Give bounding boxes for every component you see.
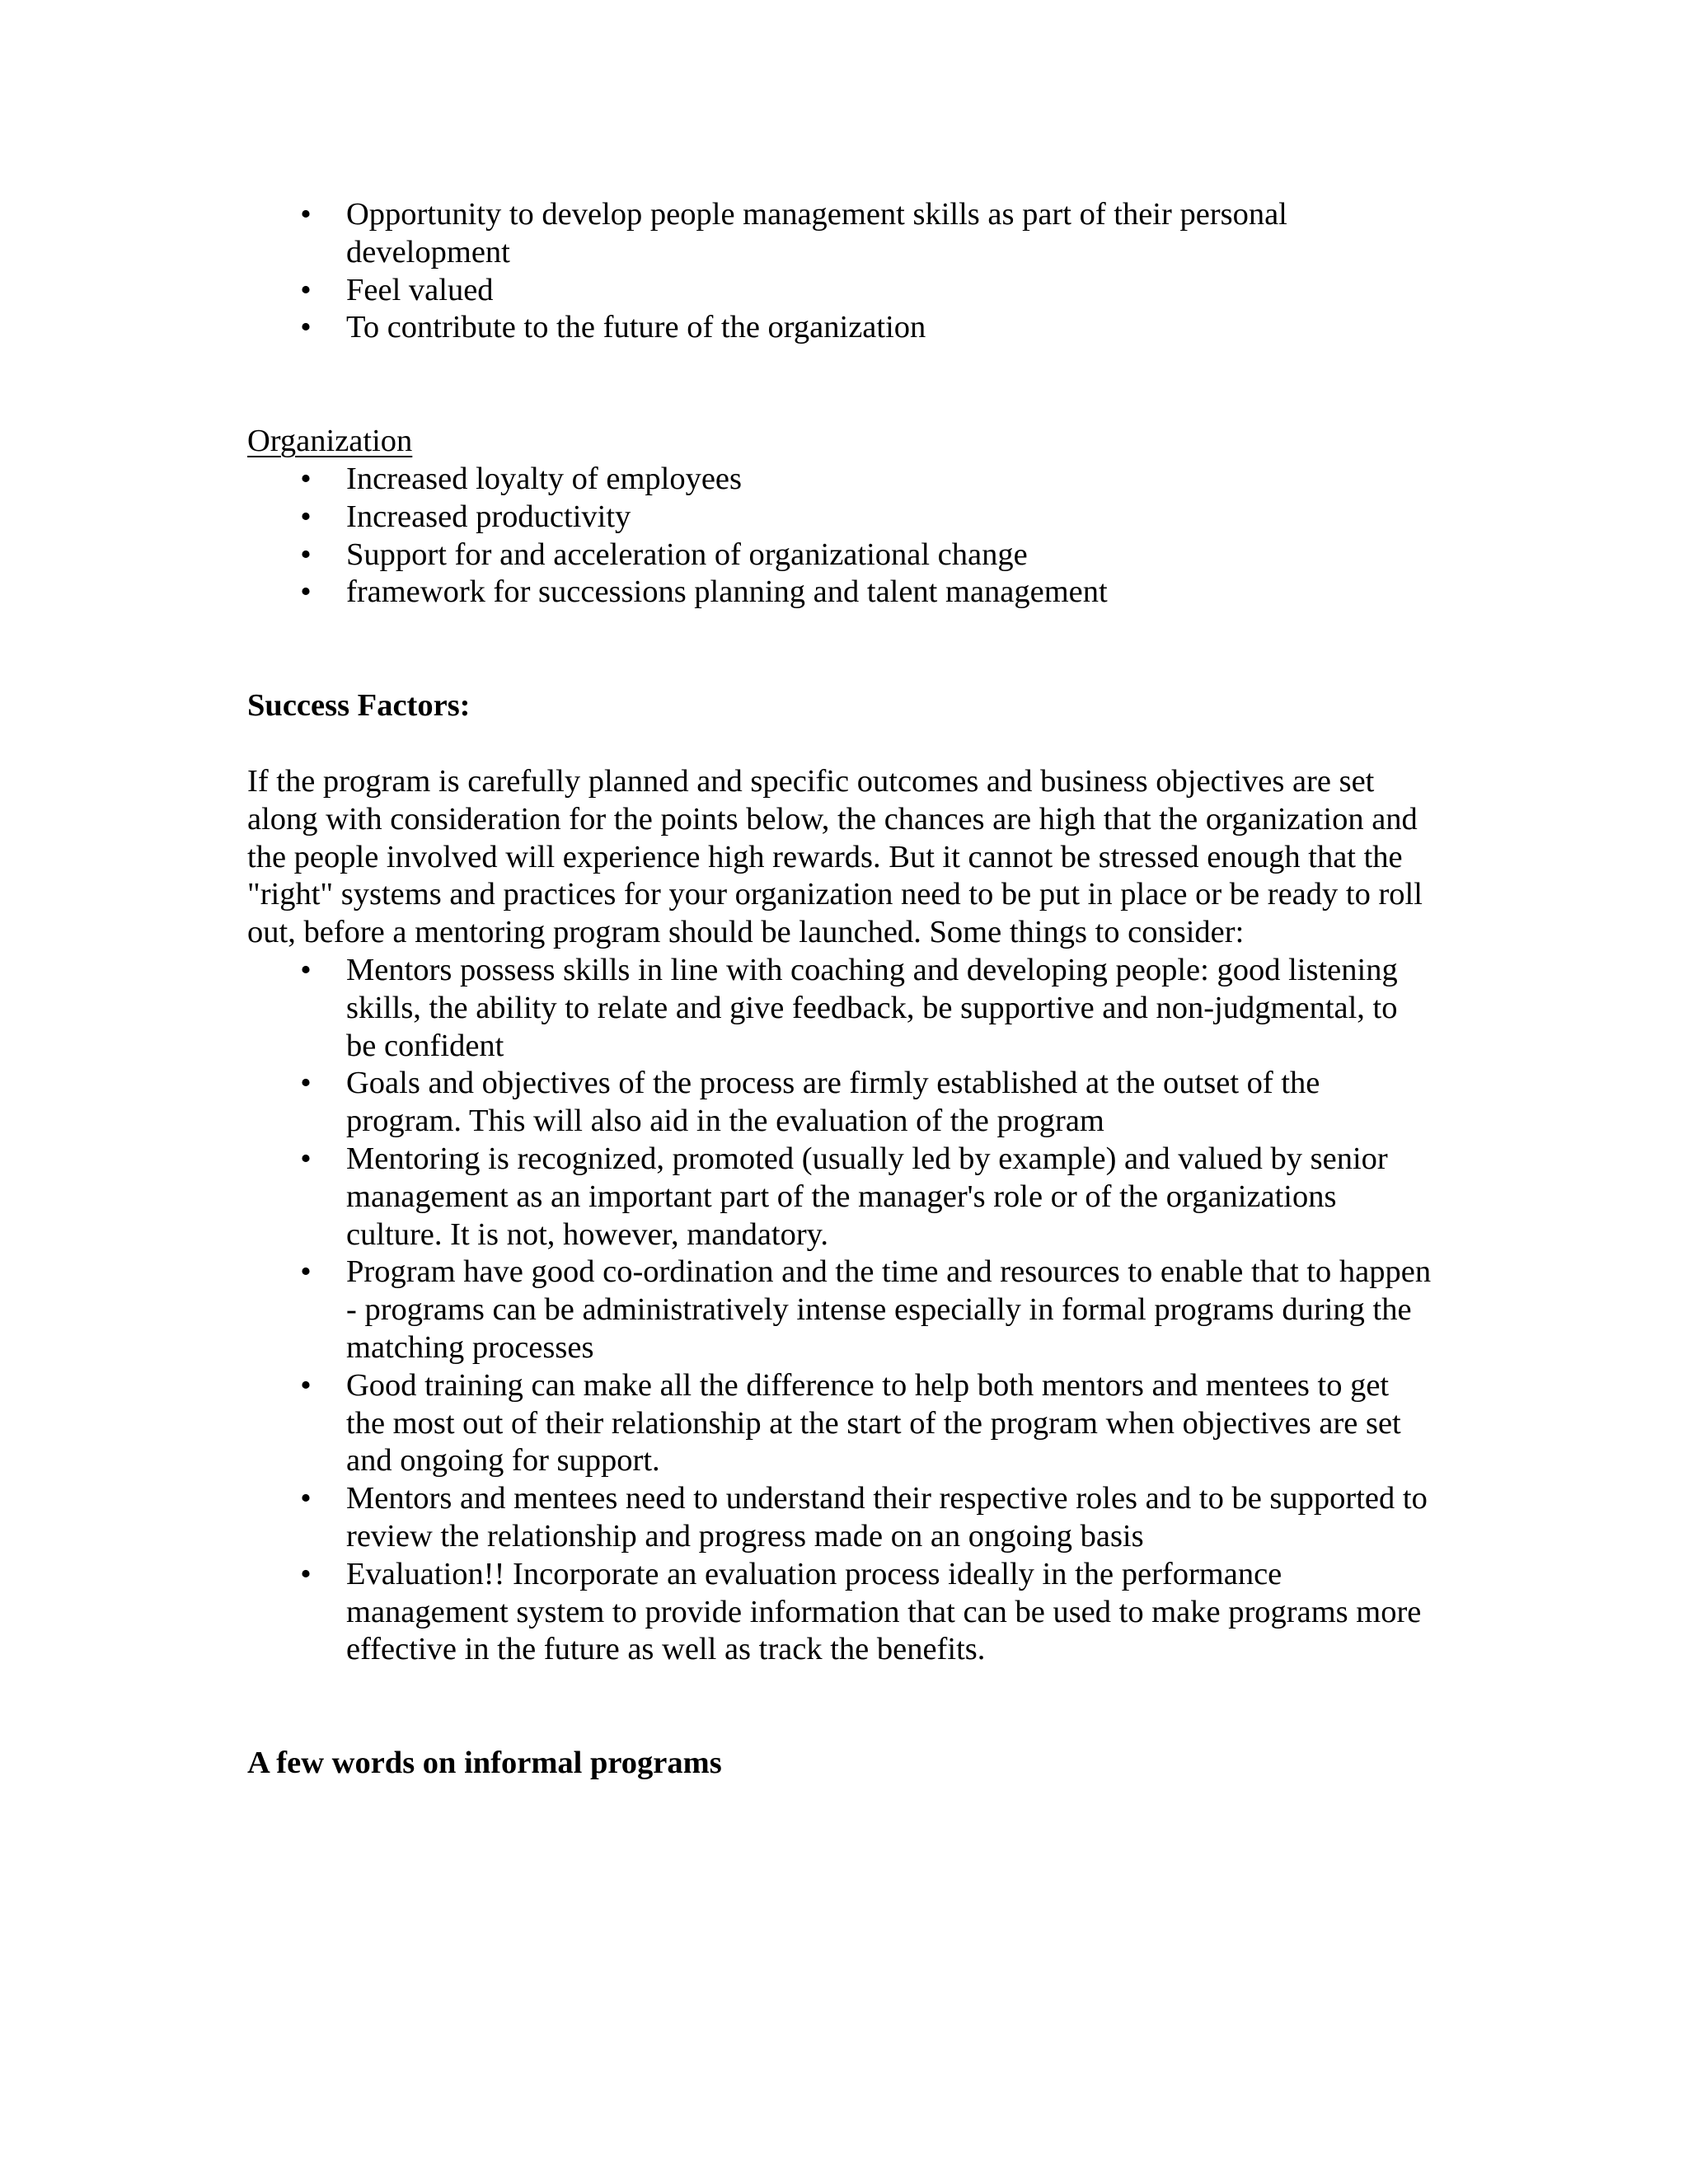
bullet-icon: • <box>300 952 312 987</box>
bullet-icon: • <box>300 1556 312 1591</box>
list-item-text: Opportunity to develop people management skills as part of their personal development <box>346 197 1287 269</box>
organization-heading: Organization <box>247 424 413 459</box>
list-item <box>247 196 1434 272</box>
list-item <box>247 952 1434 1065</box>
list-item <box>247 1254 1434 1366</box>
benefits-list-organization <box>247 461 1451 612</box>
list-item-text: Feel valued <box>346 272 494 307</box>
list-item-text: Increased loyalty of employees <box>346 461 742 496</box>
bullet-icon: • <box>300 1254 312 1290</box>
list-item <box>247 1065 1434 1141</box>
list-item-text: Mentoring is recognized, promoted (usually led by example) and valued by senior management as an important part of the manager's role or of the organizations culture. It is not, however, mandatory. <box>346 1141 1388 1252</box>
bullet-icon: • <box>300 1367 312 1403</box>
success-factors-intro: If the program is carefully planned and specific outcomes and business objectives are set along with consideration for the points below, the chances are high that the organization and the people involved will experience high rewards. But it cannot be stressed enough that the "right" systems and practices for your organization need to be put in place or be ready to roll out, before a mentoring program should be launched. Some things to consider: <box>247 763 1423 950</box>
bullet-icon: • <box>300 574 312 610</box>
list-item-text: Increased productivity <box>346 499 631 534</box>
list-item <box>247 272 1434 310</box>
list-item <box>247 1556 1434 1669</box>
bullet-icon: • <box>300 1481 312 1516</box>
list-item-text: Program have good co-ordination and the time and resources to enable that to happen - programs can be administratively intense especially in formal programs during the matching processes <box>346 1254 1432 1365</box>
list-item-text: Mentors and mentees need to understand their respective roles and to be supported to review the relationship and progress made on an ongoing basis <box>346 1481 1428 1554</box>
list-item-text: Evaluation!! Incorporate an evaluation process ideally in the performance management system to provide information that can be used to make programs more effective in the future as well as track the benefits. <box>346 1556 1422 1667</box>
bullet-icon: • <box>300 272 312 307</box>
list-item <box>247 499 1451 537</box>
list-item <box>247 1141 1434 1254</box>
list-item <box>247 1367 1434 1480</box>
list-item <box>247 537 1451 574</box>
list-item <box>247 574 1451 612</box>
document-page <box>247 196 1451 1783</box>
bullet-icon: • <box>300 537 312 572</box>
list-item <box>247 1480 1434 1556</box>
list-item-text: Support for and acceleration of organizational change <box>346 537 1028 572</box>
bullet-icon: • <box>300 197 312 232</box>
bullet-icon: • <box>300 1141 312 1176</box>
benefits-list-individual <box>247 196 1434 347</box>
bullet-icon: • <box>300 310 312 345</box>
bullet-icon: • <box>300 461 312 496</box>
informal-programs-heading: A few words on informal programs <box>247 1746 722 1781</box>
success-factors-list <box>247 952 1434 1669</box>
list-item <box>247 309 1434 347</box>
success-factors-heading: Success Factors: <box>247 688 471 724</box>
list-item-text: To contribute to the future of the organization <box>346 310 926 345</box>
list-item-text: Good training can make all the difference to help both mentors and mentees to get the most out of their relationship at the start of the program when objectives are set and ongoing for support. <box>346 1367 1401 1479</box>
list-item-text: framework for successions planning and talent management <box>346 574 1108 610</box>
list-item <box>247 461 1451 499</box>
list-item-text: Goals and objectives of the process are firmly established at the outset of the program. This will also aid in the evaluation of the program <box>346 1066 1320 1139</box>
bullet-icon: • <box>300 499 312 534</box>
list-item-text: Mentors possess skills in line with coaching and developing people: good listening skills, the ability to relate and give feedback, be supportive and non-judgmental, to be confident <box>346 952 1398 1063</box>
bullet-icon: • <box>300 1066 312 1101</box>
